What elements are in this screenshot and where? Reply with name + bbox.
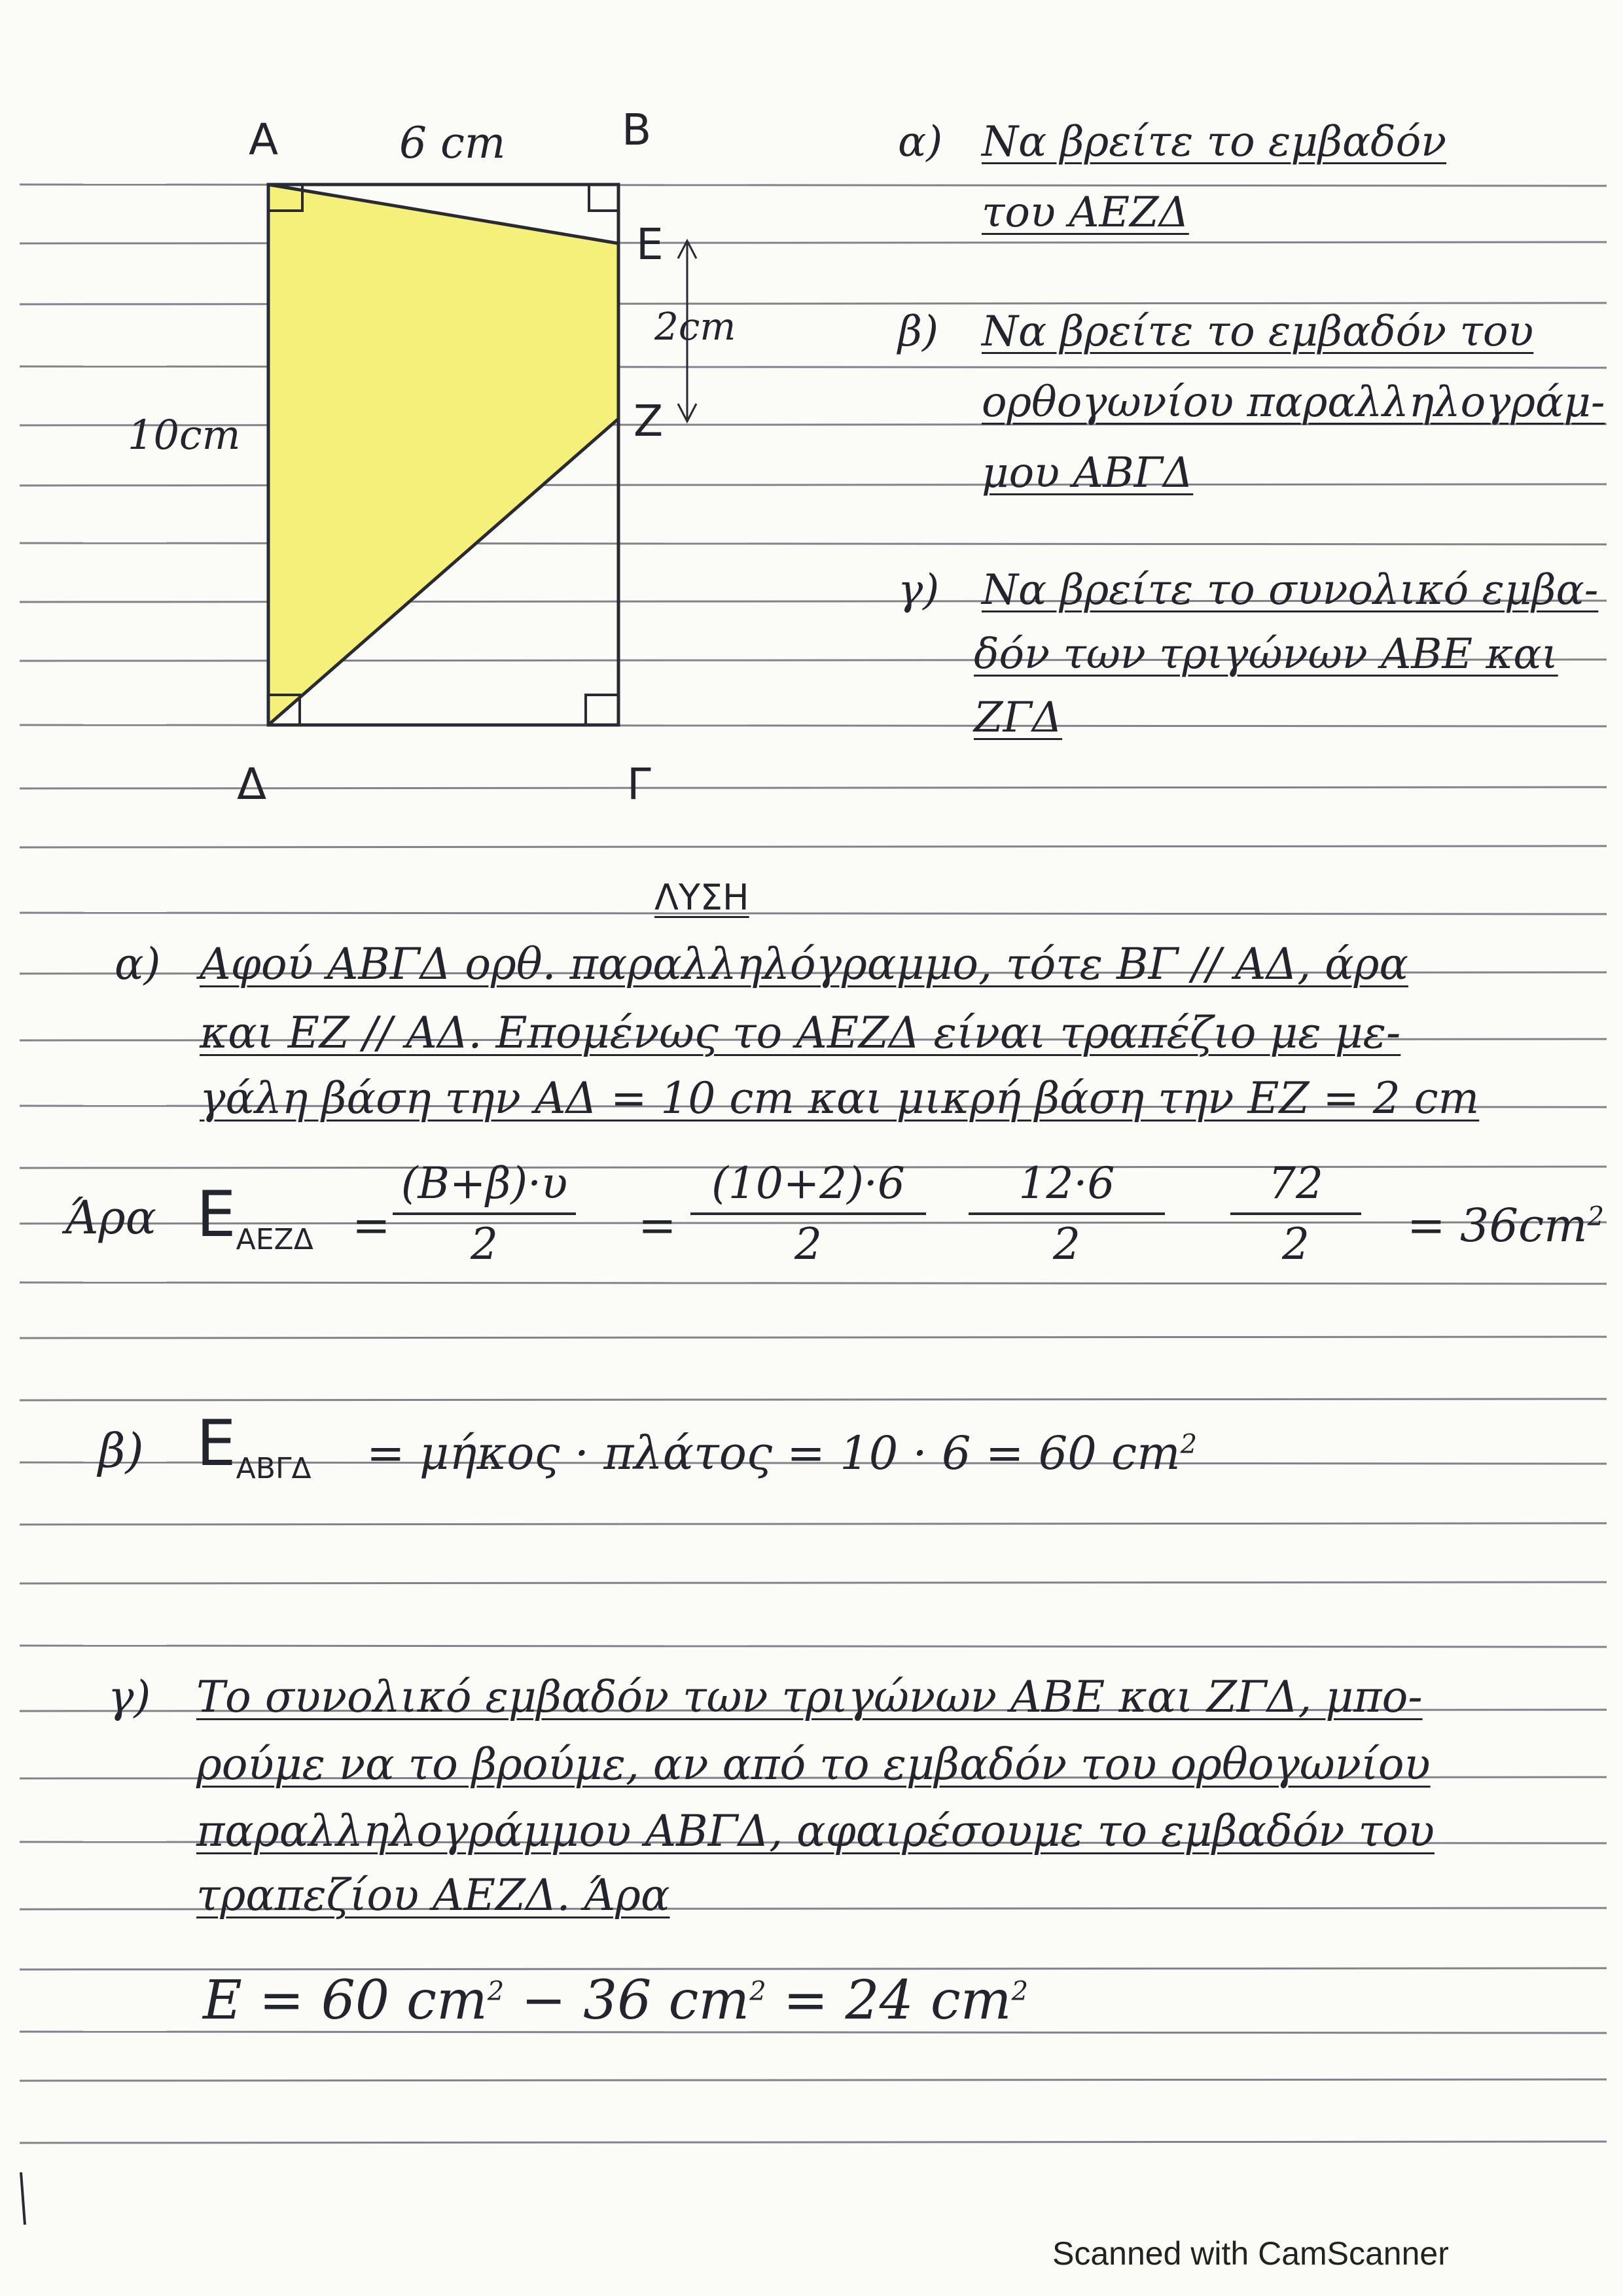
trapezoid-fill: [268, 185, 618, 725]
right-angle-b: [589, 185, 618, 211]
margin-mark: [21, 2172, 25, 2225]
fraction-product-den: 2: [1053, 1219, 1080, 1269]
ruled-line: [20, 1282, 1607, 1284]
solution-b-expression: [366, 1426, 1197, 1480]
ruled-line: [20, 846, 1607, 847]
ruled-line: [20, 1337, 1607, 1338]
question-b-line-3: μου ΑΒΓΔ: [982, 449, 1194, 497]
formula-result-exponent: 2: [1587, 1201, 1605, 1232]
formula-area-subscript: ΑΕΖΔ: [236, 1223, 313, 1257]
ruled-line: [20, 543, 1607, 544]
solution-b-area-letter: E: [196, 1407, 236, 1480]
fraction-substituted: [690, 1158, 926, 1269]
ruled-line: [20, 303, 1607, 304]
question-c-line-1: Να βρείτε το συνολικό εμβα-: [982, 566, 1599, 614]
vertex-b-label: B: [622, 105, 652, 155]
solution-a-line-2: και ΕΖ // ΑΔ. Επομένως το ΑΕΖΔ είναι τραπέζιο με με-: [200, 1008, 1401, 1058]
ruled-line: [20, 1399, 1607, 1400]
fraction-general-den: 2: [471, 1219, 498, 1269]
fraction-value: [1230, 1158, 1361, 1269]
ruled-line: [20, 2079, 1607, 2081]
fraction-product-num: 12·6: [969, 1158, 1165, 1215]
ruled-line: [20, 1523, 1607, 1525]
geometry-figure: [268, 185, 696, 725]
solution-b-exponent: 2: [1180, 1429, 1198, 1460]
right-angle-g: [586, 695, 618, 725]
formula-result-value: = 36cm: [1407, 1199, 1588, 1252]
solution-heading: ΛΥΣΗ: [654, 877, 749, 918]
formula-area-letter: E: [196, 1178, 236, 1251]
ruled-line: [20, 484, 1607, 486]
ruled-line: [20, 185, 1607, 186]
ruled-line: [20, 366, 1607, 368]
solution-b-area-subscript: ΑΒΓΔ: [236, 1452, 312, 1486]
ruled-line: [20, 725, 1607, 726]
solution-c-marker: γ): [108, 1672, 151, 1722]
fraction-substituted-den: 2: [794, 1219, 822, 1269]
formula-ara: Άρα: [65, 1191, 156, 1245]
vertex-g-label: Γ: [627, 759, 651, 809]
vertex-d-label: Δ: [237, 759, 267, 809]
final-exponent-3: 2: [1011, 1976, 1029, 2007]
ruled-line: [20, 1646, 1607, 1647]
solution-a-line-1: Αφού ΑΒΓΔ ορθ. παραλληλόγραμμο, τότε ΒΓ // ΑΔ, άρα: [200, 939, 1409, 989]
solution-c-line-1: Το συνολικό εμβαδόν των τριγώνων ΑΒΕ και ΖΓΔ, μπο-: [196, 1672, 1423, 1722]
formula-area-symbol: [196, 1178, 313, 1256]
segment-ez-length: 2cm: [654, 304, 736, 349]
final-equation: [203, 1969, 1028, 2032]
question-b-line-2: ορθογωνίου παραλληλογράμ-: [982, 378, 1605, 427]
fraction-value-den: 2: [1282, 1219, 1310, 1269]
solution-c-line-3: παραλληλογράμμου ΑΒΓΔ, αφαιρέσουμε το εμβαδόν του: [196, 1806, 1435, 1856]
final-equation-part-1: E = 60 cm: [203, 1969, 488, 2032]
side-ad-length: 10cm: [128, 411, 241, 459]
solution-c-line-2: ρούμε να το βρούμε, αν από το εμβαδόν του ορθογωνίου: [196, 1739, 1431, 1790]
solution-b-expression-text: = μήκος · πλάτος = 10 · 6 = 60 cm: [366, 1426, 1181, 1480]
question-b-line-1: Να βρείτε το εμβαδόν του: [982, 308, 1534, 356]
ruled-line: [20, 2032, 1607, 2033]
solution-b-area-symbol: [196, 1407, 312, 1485]
question-a-marker: α): [898, 118, 943, 166]
question-a-line-1: Να βρείτε το εμβαδόν: [982, 118, 1447, 166]
fraction-general: [393, 1158, 576, 1269]
question-b-marker: β): [898, 308, 938, 356]
fraction-general-num: (Β+β)·υ: [393, 1158, 576, 1215]
scanner-watermark: Scanned with CamScanner: [1052, 2235, 1449, 2272]
ruled-line: [20, 913, 1607, 914]
formula-equals-1: =: [352, 1199, 391, 1252]
side-ab-length: 6 cm: [399, 118, 506, 168]
ruled-line: [20, 2142, 1607, 2143]
solution-c-line-4: τραπεζίου ΑΕΖΔ. Άρα: [196, 1870, 670, 1920]
fraction-product: [969, 1158, 1165, 1269]
final-exponent-2: 2: [749, 1976, 766, 2007]
fraction-substituted-num: (10+2)·6: [690, 1158, 926, 1215]
final-exponent-1: 2: [487, 1976, 505, 2007]
final-equation-part-3: = 24 cm: [766, 1969, 1012, 2032]
formula-equals-2: =: [638, 1199, 677, 1252]
question-a-line-2: του ΑΕΖΔ: [982, 188, 1189, 237]
vertex-e-label: E: [636, 219, 664, 270]
ruled-line: [20, 1582, 1607, 1583]
vertex-a-label: A: [249, 115, 279, 165]
question-c-line-3: ΖΓΔ: [974, 694, 1063, 742]
solution-a-line-3: γάλη βάση την ΑΔ = 10 cm και μικρή βάση την ΕΖ = 2 cm: [200, 1073, 1480, 1123]
fraction-value-num: 72: [1230, 1158, 1361, 1215]
ruled-line: [20, 242, 1607, 243]
formula-result: [1407, 1199, 1604, 1252]
vertex-z-label: Z: [633, 396, 664, 446]
question-c-marker: γ): [898, 566, 940, 614]
final-equation-part-2: − 36 cm: [504, 1969, 750, 2032]
question-c-line-2: δόν των τριγώνων ΑΒΕ και: [974, 630, 1558, 679]
solution-a-marker: α): [115, 939, 161, 989]
solution-b-marker: β): [98, 1423, 144, 1478]
